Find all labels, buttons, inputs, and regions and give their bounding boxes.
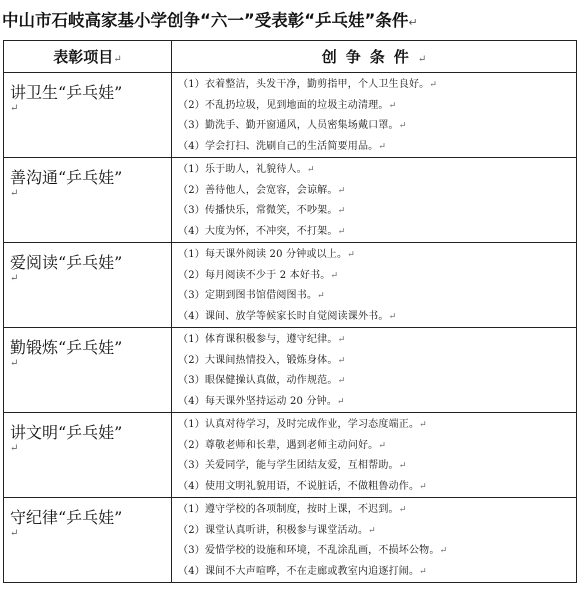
category-label: 善沟通“乒乓娃” [10, 168, 123, 187]
paragraph-mark-icon: ↵ [10, 273, 19, 284]
condition-text: （3）关爱同学，能与学生团结友爱，互相帮助。 [178, 460, 399, 471]
conditions-cell [172, 158, 577, 243]
header-conditions-label: 创争条件 [321, 48, 418, 66]
condition-item [178, 436, 576, 457]
condition-item [178, 562, 576, 583]
paragraph-mark-icon: ↵ [337, 226, 346, 237]
category-label: 守纪律“乒乓娃” [10, 508, 123, 527]
paragraph-mark-icon: ↵ [337, 335, 346, 345]
table-row [4, 328, 577, 413]
paragraph-mark-icon: ↵ [10, 528, 19, 539]
condition-text: （3）勤洗手、勤开窗通风，人员密集场戴口罩。 [178, 120, 399, 131]
condition-item [178, 330, 576, 351]
category-cell [4, 158, 172, 243]
condition-text: （1）乐于助人，礼貌待人。 [178, 164, 307, 175]
category-label: 勤锻炼“乒乓娃” [10, 338, 123, 357]
table-row [4, 158, 577, 243]
condition-item [178, 456, 576, 477]
condition-item [178, 371, 576, 392]
condition-text: （1）每天课外阅读 20 分钟或以上。 [178, 249, 348, 260]
paragraph-mark-icon: ↵ [417, 54, 427, 65]
condition-text: （2）尊敬老师和长辈，遇到老师主动问好。 [178, 439, 379, 451]
document-title [2, 7, 577, 31]
table-row [4, 413, 577, 498]
condition-text: （1）衣着整洁，头发干净，勤剪指甲，个人卫生良好。 [178, 79, 430, 90]
paragraph-mark-icon: ↵ [306, 165, 315, 175]
condition-text: （3）眼保健操认真做，动作规范。 [178, 375, 338, 386]
paragraph-mark-icon: ↵ [398, 461, 407, 471]
table-header-row [4, 41, 577, 73]
condition-item [178, 521, 576, 542]
condition-text: （1）认真对待学习，及时完成作业，学习态度端正。 [178, 419, 420, 430]
header-conditions [172, 41, 577, 73]
condition-item [178, 392, 576, 413]
condition-text: （1）体育课积极参与，遵守纪律。 [178, 334, 338, 345]
paragraph-mark-icon: ↵ [368, 525, 376, 536]
condition-text: （4）每天课外坚持运动 20 分钟。 [178, 395, 338, 407]
condition-item [178, 96, 576, 117]
condition-text: （1）遵守学校的各项制度，按时上课，不迟到。 [178, 504, 399, 515]
condition-item [178, 351, 576, 372]
condition-item [178, 201, 576, 222]
paragraph-mark-icon: ↵ [330, 270, 339, 281]
condition-text: （2）善待他人，会宽容，会谅解。 [178, 184, 338, 196]
table-row [4, 73, 577, 158]
header-category-label: 表彰项目 [53, 48, 114, 66]
category-cell [4, 73, 172, 158]
condition-text: （2）不乱扔垃圾，见到地面的垃圾主动清理。 [178, 99, 389, 111]
condition-text: （3）爱惜学校的设施和环境，不乱涂乱画，不损坏公物。 [178, 545, 440, 556]
condition-text: （4）大度为怀，不冲突，不打架。 [178, 225, 338, 237]
conditions-cell [172, 328, 577, 413]
header-category [4, 41, 172, 73]
condition-item [178, 307, 576, 328]
paragraph-mark-icon: ↵ [317, 291, 325, 301]
category-cell [4, 498, 172, 583]
paragraph-mark-icon: ↵ [337, 396, 345, 407]
conditions-cell [172, 413, 577, 498]
condition-text: （4）使用文明礼貌用语，不说脏话，不做粗鲁动作。 [178, 480, 420, 492]
category-cell [4, 243, 172, 328]
condition-text: （3）定期到图书馆借阅图书。 [178, 290, 318, 301]
paragraph-mark-icon: ↵ [10, 188, 19, 199]
condition-item [178, 181, 576, 202]
table-row [4, 498, 577, 583]
category-label: 爱阅读“乒乓娃” [10, 253, 123, 272]
paragraph-mark-icon: ↵ [388, 311, 397, 322]
condition-item [178, 245, 576, 266]
category-label: 讲卫生“乒乓娃” [10, 83, 123, 102]
conditions-cell [172, 498, 577, 583]
condition-item [178, 266, 576, 287]
paragraph-mark-icon: ↵ [347, 250, 355, 260]
paragraph-mark-icon: ↵ [10, 358, 19, 369]
category-label: 讲文明“乒乓娃” [10, 423, 123, 442]
paragraph-mark-icon: ↵ [337, 355, 346, 366]
condition-text: （4）学会打扫、洗刷自己的生活简要用品。 [178, 140, 379, 152]
condition-text: （2）课堂认真听讲，积极参与课堂活动。 [178, 524, 369, 536]
condition-item [178, 415, 576, 436]
paragraph-mark-icon: ↵ [419, 566, 427, 577]
paragraph-mark-icon: ↵ [10, 443, 19, 454]
condition-item [178, 222, 576, 243]
condition-text: （4）课间不大声喧哗，不在走廊或教室内追逐打闹。 [178, 565, 420, 577]
paragraph-mark-icon: ↵ [398, 121, 407, 131]
document-title-text: 中山市石岐高家基小学创争“六一”受表彰“乒乓娃”条件 [2, 11, 409, 30]
paragraph-mark-icon: ↵ [337, 206, 346, 216]
condition-item [178, 286, 576, 307]
paragraph-mark-icon: ↵ [378, 141, 387, 152]
category-cell [4, 413, 172, 498]
condition-item [178, 116, 576, 137]
paragraph-mark-icon: ↵ [408, 16, 418, 29]
condition-text: （2）每月阅读不少于 2 本好书。 [178, 269, 331, 281]
conditions-table [3, 40, 577, 583]
condition-text: （4）课间、放学等候家长时自觉阅读课外书。 [178, 310, 389, 322]
paragraph-mark-icon: ↵ [419, 481, 427, 492]
paragraph-mark-icon: ↵ [388, 100, 397, 111]
table-row [4, 243, 577, 328]
conditions-cell [172, 73, 577, 158]
condition-item [178, 541, 576, 562]
paragraph-mark-icon: ↵ [429, 80, 438, 90]
condition-item [178, 160, 576, 181]
paragraph-mark-icon: ↵ [378, 440, 387, 451]
condition-item [178, 137, 576, 158]
paragraph-mark-icon: ↵ [337, 185, 346, 196]
paragraph-mark-icon: ↵ [419, 420, 427, 430]
conditions-cell [172, 243, 577, 328]
paragraph-mark-icon: ↵ [439, 546, 448, 556]
paragraph-mark-icon: ↵ [398, 505, 407, 515]
condition-text: （2）大课间热情投入，锻炼身体。 [178, 354, 338, 366]
category-cell [4, 328, 172, 413]
paragraph-mark-icon: ↵ [337, 376, 346, 386]
condition-item [178, 500, 576, 521]
condition-text: （3）传播快乐，常微笑，不吵架。 [178, 205, 338, 216]
paragraph-mark-icon: ↵ [113, 54, 122, 65]
condition-item [178, 75, 576, 96]
condition-item [178, 477, 576, 498]
paragraph-mark-icon: ↵ [10, 103, 19, 114]
